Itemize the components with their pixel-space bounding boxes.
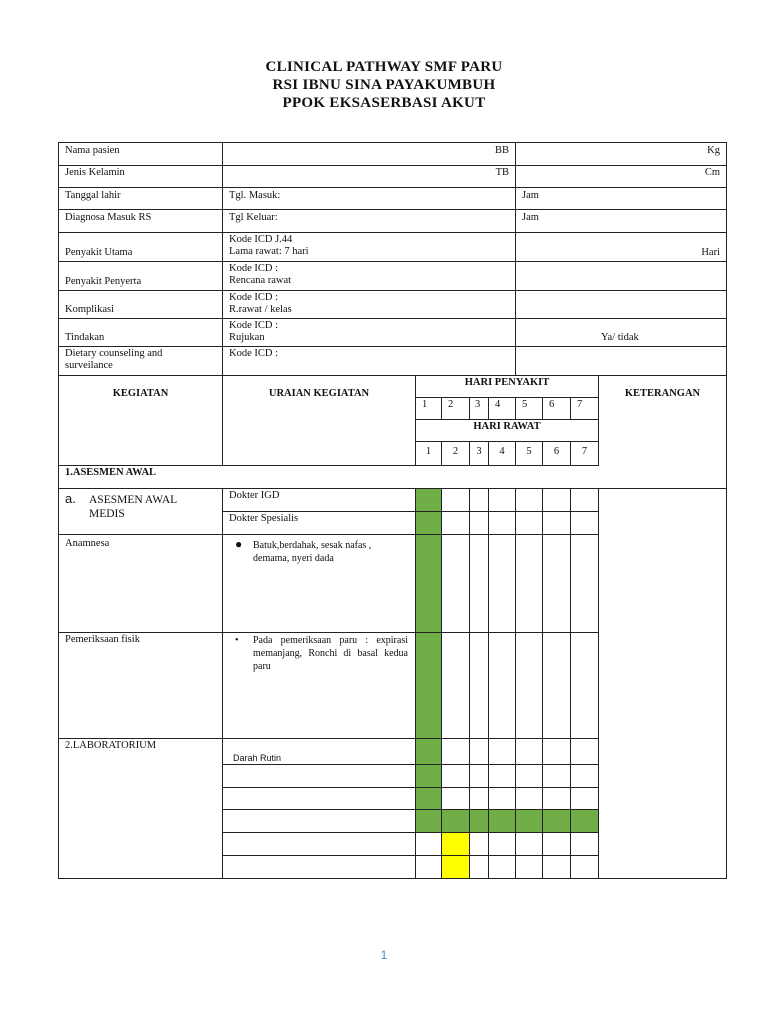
day-cell: [469, 633, 488, 739]
day-cell: [515, 535, 542, 633]
kode-icd-komplikasi: [222, 291, 515, 319]
day-cell: [469, 833, 488, 856]
day-cell: [469, 788, 488, 810]
day-cell: [488, 489, 515, 512]
asesmen-medis-line-1: ASESMEN AWAL: [89, 494, 178, 506]
hr-day-1: 1: [415, 442, 441, 466]
day-cell: [469, 765, 488, 788]
label-tb: TB: [222, 165, 515, 188]
hp-day-3: 3: [469, 398, 488, 420]
day-cell: [570, 833, 598, 856]
day-cell: [542, 489, 570, 512]
day-cell: [542, 765, 570, 788]
dietary-line-1: Dietary counseling and: [65, 348, 163, 359]
day-cell: [441, 765, 469, 788]
section-asesmen-awal: 1.ASESMEN AWAL: [58, 466, 727, 489]
hr-day-3: 3: [469, 442, 488, 466]
hr-day-7: 7: [570, 442, 598, 466]
lama-rawat-text: Lama rawat: 7 hari: [229, 246, 309, 257]
day-cell: [515, 788, 542, 810]
day-cell: [469, 810, 488, 833]
hr-day-4: 4: [488, 442, 515, 466]
day-cell: [542, 788, 570, 810]
komplikasi-value: [515, 291, 727, 319]
day-cell: [441, 512, 469, 535]
dokter-igd: Dokter IGD: [222, 489, 415, 512]
header-hari-penyakit: HARI PENYAKIT: [415, 376, 598, 398]
ya-tidak-text: Ya/ tidak: [515, 319, 727, 347]
day-cell: [441, 633, 469, 739]
label-tgl-keluar: Tgl Keluar:: [222, 210, 515, 233]
day-cell: [542, 633, 570, 739]
day-cell: [515, 739, 542, 765]
day-cell: [570, 765, 598, 788]
day-cell: [415, 535, 441, 633]
lab-row-2: [222, 765, 415, 788]
day-cell: [542, 810, 570, 833]
asesmen-medis-line-2: MEDIS: [89, 508, 125, 520]
hr-day-2: 2: [441, 442, 469, 466]
label-nama-pasien: Nama pasien: [58, 142, 222, 166]
unit-cm: Cm: [515, 165, 727, 188]
header-keterangan: KETERANGAN: [598, 376, 727, 442]
label-penyakit-penyerta: Penyakit Penyerta: [58, 262, 222, 291]
day-cell: [515, 833, 542, 856]
day-cell: [515, 633, 542, 739]
anamnesa-detail: [222, 535, 415, 633]
anamnesa-text: Batuk,berdahak, sesak nafas , demama, nyeri dada: [253, 540, 372, 564]
hp-day-1: 1: [415, 398, 441, 420]
hp-day-2: 2: [441, 398, 469, 420]
rencana-rawat-text: Rencana rawat: [229, 275, 292, 286]
title-line-2: RSI IBNU SINA PAYAKUMBUH: [272, 77, 496, 93]
day-cell: [415, 810, 441, 833]
day-cell: [570, 856, 598, 879]
day-cell: [542, 856, 570, 879]
label-diagnosa-masuk: Diagnosa Masuk RS: [58, 210, 222, 233]
day-cell: [542, 512, 570, 535]
day-cell: [488, 833, 515, 856]
day-cell: [488, 535, 515, 633]
day-cell: [441, 739, 469, 765]
kode-icd-komplikasi-text: Kode ICD :: [229, 292, 278, 303]
day-cell: [415, 489, 441, 512]
keterangan-spacer: [598, 442, 727, 466]
dokter-spesialis: Dokter Spesialis: [222, 512, 415, 535]
kode-icd-dietary: Kode ICD :: [222, 347, 515, 376]
lab-row-darah-rutin: Darah Rutin: [222, 739, 415, 765]
day-cell: [542, 535, 570, 633]
day-cell: [415, 739, 441, 765]
day-cell: [570, 788, 598, 810]
hr-day-5: 5: [515, 442, 542, 466]
kode-icd-utama-text: Kode ICD J.44: [229, 234, 293, 245]
label-dietary: [58, 347, 222, 376]
label-tindakan: Tindakan: [58, 319, 222, 347]
day-cell: [570, 512, 598, 535]
hp-day-4: 4: [488, 398, 515, 420]
day-cell: [570, 489, 598, 512]
day-cell: [488, 810, 515, 833]
label-jam-keluar: Jam: [515, 210, 727, 233]
day-cell: [515, 856, 542, 879]
penyerta-value: [515, 262, 727, 291]
day-cell: [488, 633, 515, 739]
day-cell: [570, 633, 598, 739]
day-cell: [542, 833, 570, 856]
title-line-1: CLINICAL PATHWAY SMF PARU: [265, 59, 503, 75]
hr-day-6: 6: [542, 442, 570, 466]
pemeriksaan-bullet-item: [231, 634, 408, 673]
header-hari-rawat: HARI RAWAT: [415, 420, 598, 442]
day-cell: [415, 633, 441, 739]
asesmen-medis-marker: a.: [65, 491, 76, 506]
day-cell: [515, 810, 542, 833]
day-cell: [515, 489, 542, 512]
header-uraian-kegiatan: URAIAN KEGIATAN: [222, 376, 415, 466]
hp-day-7: 7: [570, 398, 598, 420]
unit-hari: Hari: [515, 233, 727, 262]
section-laboratorium: 2.LABORATORIUM: [58, 739, 222, 879]
lab-row-4: [222, 810, 415, 833]
day-cell: [415, 765, 441, 788]
label-anamnesa: Anamnesa: [58, 535, 222, 633]
bullet-icon: •: [235, 635, 239, 646]
day-cell: [415, 512, 441, 535]
asesmen-awal-medis: [58, 489, 222, 535]
hp-day-6: 6: [542, 398, 570, 420]
lab-row-5: [222, 833, 415, 856]
day-cell: [469, 535, 488, 633]
day-cell: [570, 810, 598, 833]
day-cell: [488, 856, 515, 879]
pemeriksaan-text: Pada pemeriksaan paru : expirasi memanjang, Ronchi di basal kedua paru: [253, 635, 408, 672]
day-cell: [415, 833, 441, 856]
kode-icd-tindakan-text: Kode ICD :: [229, 320, 278, 331]
pemeriksaan-detail: [222, 633, 415, 739]
day-cell: [415, 788, 441, 810]
day-cell: [570, 739, 598, 765]
lab-row-3: [222, 788, 415, 810]
day-cell: [488, 788, 515, 810]
day-cell: [469, 739, 488, 765]
day-cell: [542, 739, 570, 765]
r-rawat-kelas-text: R.rawat / kelas: [229, 304, 292, 315]
day-cell: [441, 856, 469, 879]
label-tanggal-lahir: Tanggal lahir: [58, 188, 222, 210]
title-line-3: PPOK EKSASERBASI AKUT: [282, 95, 486, 111]
day-cell: [469, 856, 488, 879]
unit-kg: Kg: [515, 142, 727, 166]
day-cell: [469, 512, 488, 535]
bullet-icon: ●: [235, 537, 243, 551]
day-cell: [441, 788, 469, 810]
label-pemeriksaan-fisik: Pemeriksaan fisik: [58, 633, 222, 739]
label-bb: BB: [222, 142, 515, 166]
header-kegiatan: KEGIATAN: [58, 376, 222, 466]
day-cell: [488, 765, 515, 788]
day-cell: [441, 810, 469, 833]
label-penyakit-utama: Penyakit Utama: [58, 233, 222, 262]
page-number: 1: [380, 948, 388, 962]
kode-icd-utama: [222, 233, 515, 262]
label-jam-masuk: Jam: [515, 188, 727, 210]
anamnesa-bullet-item: [231, 539, 407, 565]
rujukan-text: Rujukan: [229, 332, 265, 343]
day-cell: [441, 833, 469, 856]
lab-row-6: [222, 856, 415, 879]
kode-icd-penyerta-text: Kode ICD :: [229, 263, 278, 274]
label-tgl-masuk: Tgl. Masuk:: [222, 188, 515, 210]
day-cell: [515, 512, 542, 535]
day-cell: [488, 739, 515, 765]
day-cell: [469, 489, 488, 512]
day-cell: [441, 535, 469, 633]
day-cell: [570, 535, 598, 633]
day-cell: [488, 512, 515, 535]
day-cell: [415, 856, 441, 879]
kode-icd-tindakan: [222, 319, 515, 347]
label-komplikasi: Komplikasi: [58, 291, 222, 319]
hp-day-5: 5: [515, 398, 542, 420]
dietary-line-2: surveilance: [65, 360, 113, 371]
keterangan-column: [598, 489, 727, 879]
kode-icd-penyerta: [222, 262, 515, 291]
label-jenis-kelamin: Jenis Kelamin: [58, 165, 222, 188]
day-cell: [441, 489, 469, 512]
dietary-value: [515, 347, 727, 376]
day-cell: [515, 765, 542, 788]
